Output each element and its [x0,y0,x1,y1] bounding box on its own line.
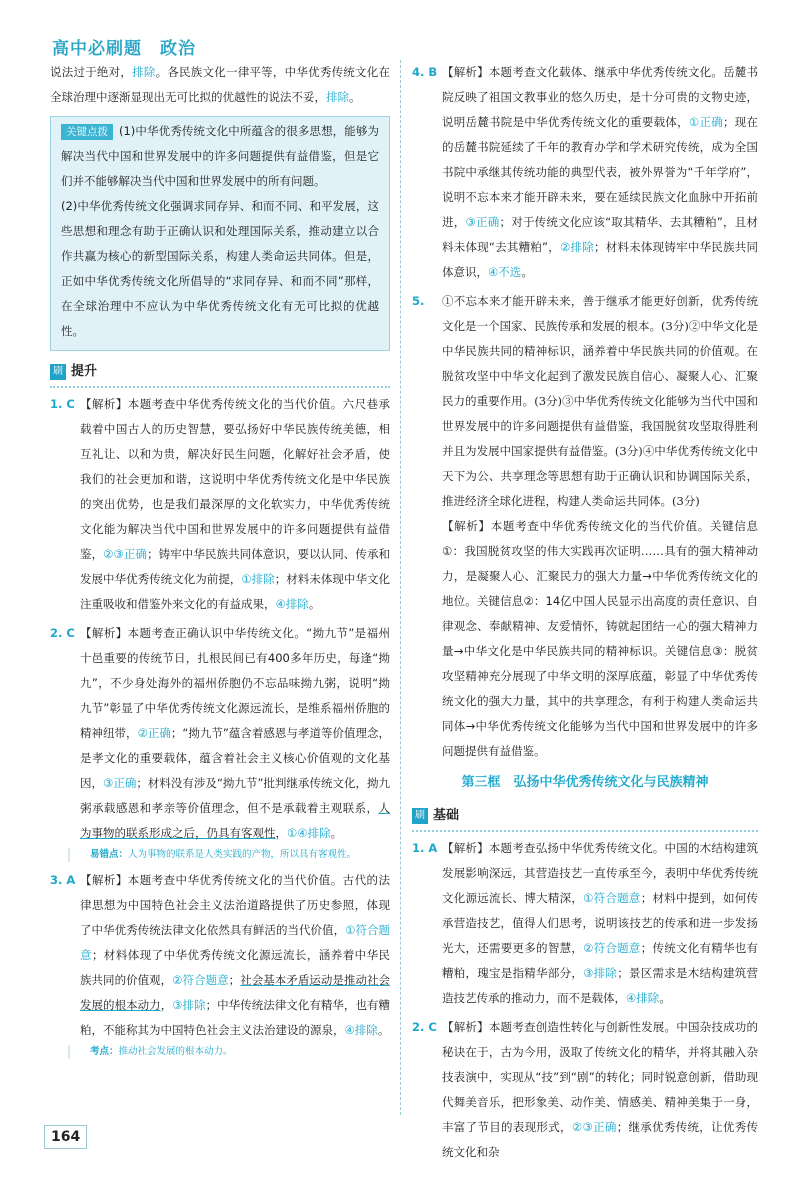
section-label: 提升 [71,364,98,379]
page-number: 164 [44,1125,87,1149]
column-divider [400,60,401,1115]
question-answer-6: 1. A 【解析】本题考查弘扬中华优秀传统文化。中国的木结构建筑发展影响深远，其营造技艺一直传承至今，表明中华优秀传统文化源远流长、博大精深，①符合题意；材料中提到，如何传承营造技艺，值得人们思考，说明该技艺的传承和进一步发扬光大，还需要更多的智慧，②符合题意；传统文化有精华也有糟粕，瑰宝是指精华部分，③排除；景区需求是木结构建筑营造技艺传承的推动力，而不是载体，④排除。 [412,836,758,1011]
question-answer-4: 4. B 【解析】本题考查文化载体、继承中华优秀传统文化。岳麓书院反映了祖国文教事业的悠久历史，是十分可贵的文物史迹，说明岳麓书院是中华优秀传统文化的重要载体，①正确；现在的岳麓书院延续了千年的教育办学和学术研究传统，成为全国书院中承继其传统功能的典型代表，被外界誉为“千年学府”，说明不忘本来才能开辟未来，要在延续民族文化血脉中开拓前进，③正确；对于传统文化应该“取其精华、去其糟粕”，且材料未体现“去其糟粕”，②排除；材料未体现铸牢中华民族共同体意识，④不选。 [412,60,758,285]
brush-icon: 刷 [412,808,428,824]
section-header-jichu [412,803,758,832]
key-tip-box [50,116,390,351]
note-exam-point: 考点：推动社会发展的根本动力。 [68,1045,390,1059]
intro-paragraph: 说法过于绝对，排除。各民族文化一律平等，中华优秀传统文化在全球治理中逐渐显现出无可比拟的优越性的说法不妥，排除。 [50,65,391,104]
answer-label: 1. A [412,841,438,855]
question-answer-7: 2. C 【解析】本题考查创造性转化与创新性发展。中国杂技成功的秘诀在于，古为今用，汲取了传统文化的精华，并将其融入杂技表演中，实现从“技”到“剧”的转化；同时锐意创新，借助现代舞美音乐，把形象美、动作美、情感美、精神美集于一身，丰富了节目的表现形式，②③正确；继承优秀传统，让优秀传统文化和杂 [412,1015,758,1165]
answer-label: 1. C [50,397,75,411]
header-title: 高中必刷题 政治 [52,39,196,59]
model-answer: ①不忘本来才能开辟未来，善于继承才能更好创新，优秀传统文化是一个国家、民族传承和发展的根本。(3分)②中华文化是中华民族共同的精神标识，涵养着中华民族共同的价值观。在脱贫攻坚中中华文化起到了激发民族自信心、凝聚人心、汇聚民力的重要作用。(3分)③中华优秀传统文化能够为当代中国和世界发展中的许多问题提供有益借鉴，我国脱贫攻坚取得胜利并且为发展中国家提供有益借鉴。(3分)④中华优秀传统文化中天下为公、共享理念等思想有助于正确认识和协调国际关系，推进经济全球化进程，构建人类命运共同体。(3分) [442,294,758,508]
subsection-title: 第三框 弘扬中华优秀传统文化与民族精神 [461,775,709,790]
section-label: 基础 [433,808,460,823]
section-header-tisheng [50,359,390,388]
question-answer-2: 2. C 【解析】本题考查正确认识中华传统文化。“拗九节”是福州十邑重要的传统节日，扎根民间已有400多年历史，每逢“拗九”，不少身处海外的福州侨胞仍不忘品味拗九粥，说明“拗九节”彰显了中华优秀传统文化源远流长，是维系福州侨胞的精神纽带，②正确；“拗九节”蕴含着感恩与孝道等价值理念，是孝文化的重要载体，蕴含着社会主义核心价值观的文化基因，③正确；材料没有涉及“拗九节”批判继承传统文化，拗九粥承载感恩和孝亲等价值理念，但不是承载着主观联系，人为事物的联系形成之后，仍具有客观性，①④排除。 [50,621,390,846]
answer-label: 3. A [50,873,76,887]
note-error-point: 易错点：人为事物的联系是人类实践的产物，所以具有客观性。 [68,848,390,862]
key-tip-point-2: (2)中华优秀传统文化强调求同存异、和而不同、和平发展，这些思想和理念有助于正确认识和处理国际关系，推动建立以合作共赢为核心的新型国际关系，构建人类命运共同体。但是，正如中华优秀传统文化所倡导的“求同存异、和而不同”那样，在全球治理中不应认为中华优秀传统文化有无可比拟的优越性。 [61,199,379,338]
answer-label: 4. B [412,65,438,79]
question-answer-3: 3. A 【解析】本题考查中华优秀传统文化的当代价值。古代的法律思想为中国特色社会主义法治道路提供了历史参照，体现了中华优秀传统法律文化依然具有鲜活的当代价值，①符合题意；材料体现了中华优秀传统文化源远流长，涵养着中华民族共同的价值观，②符合题意；社会基本矛盾运动是推动社会发展的根本动力，③排除；中华传统法律文化有精华，也有糟粕，不能称其为中国特色社会主义法治建设的源泉，④排除。 [50,868,390,1043]
question-answer-1: 1. C 【解析】本题考查中华优秀传统文化的当代价值。六尺巷承载着中国古人的历史智慧，要弘扬好中华民族传统美德，相互礼让、以和为贵，解决好民生问题，化解好社会矛盾，使我们的社会更加和谐，这说明中华优秀传统文化是中华民族的突出优势，也是我们最深厚的文化软实力，中华优秀传统文化能为解决当代中国和世界发展中的许多问题提供有益借鉴，②③正确；铸牢中华民族共同体意识，要以认同、传承和发展中华优秀传统文化为前提，①排除；材料未体现中华文化注重吸收和借鉴外来文化的有益成果，④排除。 [50,392,390,617]
question-answer-5 [412,289,758,764]
key-tip-tag: 关键点拨 [61,124,113,140]
answer-analysis: 【解析】本题考查中华优秀传统文化的当代价值。关键信息①：我国脱贫攻坚的伟大实践再次证明……具有的强大精神动力，是凝聚人心、汇聚民力的强大力量→中华优秀传统文化的地位。关键信息②：14亿中国人民显示出高度的责任意识、自律观念、奉献精神、友爱情怀，铸就起团结一心的强大精神力量→中华文化是中华民族共同的精神标识。关键信息③：脱贫攻坚精神充分展现了中华文明的深厚底蕴，彰显了中华优秀传统文化的强大力量，其中的共享理念，有利于构建人类命运共同体→中华优秀传统文化能够为当代中国和世界发展中的许多问题提供有益借鉴。 [442,519,758,758]
brush-icon: 刷 [50,364,66,380]
left-column [50,60,390,1065]
right-column [412,60,758,1165]
answer-label: 2. C [50,626,75,640]
answer-label: 5. [412,294,425,308]
answer-label: 2. C [412,1020,437,1034]
key-tip-point-1: (1)中华优秀传统文化中所蕴含的很多思想，能够为解决当代中国和世界发展中的许多问题提供有益借鉴，但是它们并不能够解决当代中国和世界发展中的所有问题。 [61,124,379,188]
